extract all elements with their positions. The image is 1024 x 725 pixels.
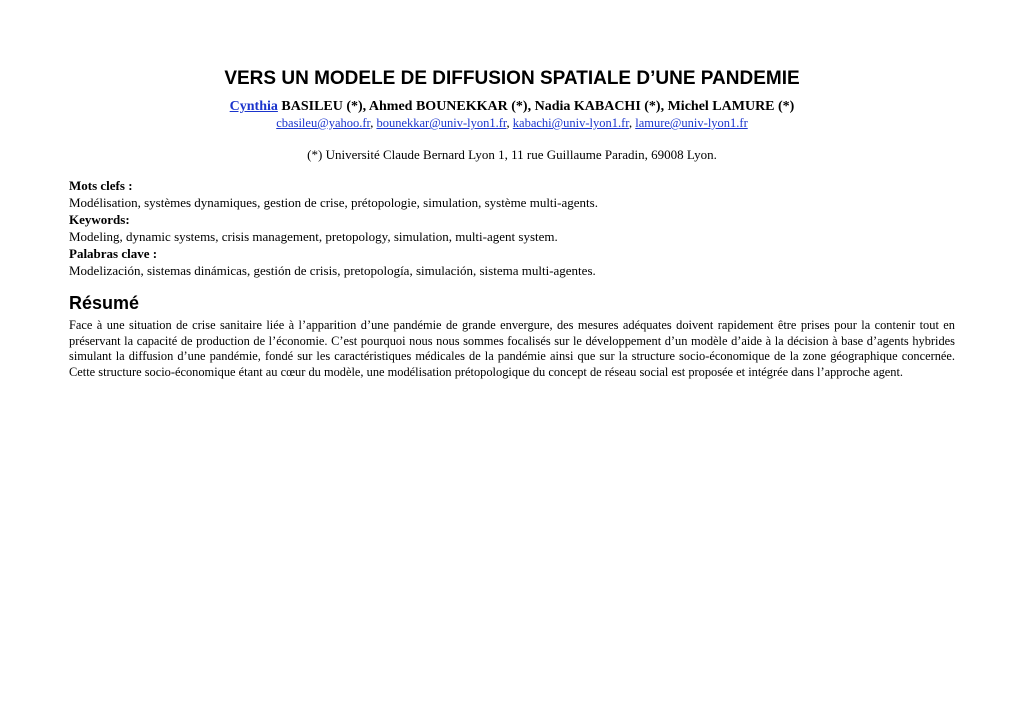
author-names: BASILEU (*), Ahmed BOUNEKKAR (*), Nadia KABACHI (*), Michel LAMURE (*)	[277, 99, 795, 114]
email-separator: ,	[506, 116, 513, 130]
abstract-paragraph: Face à une situation de crise sanitaire liée à l’apparition d’une pandémie de grande envergure, des mesures adéquates doivent rapidement être prises pour la contenir tout en préservant la capacité de production de l’économie. C’est pourquoi nous nous sommes focalisés sur le développement d’un modèle d’aide à la décision à base d’agents hybrides simulant la diffusion d’une pandémie, fondé sur les caractéristiques médicales de la pandémie ainsi que sur la structure socio-économique de la zone géographique concernée. Cette structure socio-économique étant au cœur du modèle, une modélisation prétopologique du concept de réseau social est proposée et intégrée dans l’approche agent.	[69, 318, 955, 379]
email-separator: ,	[370, 116, 377, 130]
email-line	[0, 115, 1024, 131]
email-link-bounekkar[interactable]: bounekkar@univ-lyon1.fr	[376, 116, 507, 130]
affiliation: (*) Université Claude Bernard Lyon 1, 11 rue Guillaume Paradin, 69008 Lyon.	[307, 147, 717, 162]
email-link-lamure[interactable]: lamure@univ-lyon1.fr	[635, 116, 748, 130]
author-link-cynthia[interactable]: Cynthia	[229, 99, 278, 114]
resume-heading: Résumé	[69, 293, 140, 313]
keywords-en-text: Modeling, dynamic systems, crisis management, pretopology, simulation, multi-agent system.	[69, 229, 558, 244]
author-line	[0, 98, 1024, 115]
keywords-es-heading: Palabras clave :	[69, 246, 158, 261]
email-separator: ,	[628, 116, 636, 130]
keywords-section	[69, 177, 955, 279]
email-link-basileu[interactable]: cbasileu@yahoo.fr	[276, 116, 371, 130]
email-link-kabachi[interactable]: kabachi@univ-lyon1.fr	[512, 116, 629, 130]
keywords-fr-heading: Mots clefs :	[69, 178, 133, 193]
keywords-en-heading: Keywords:	[69, 212, 130, 227]
paper-title: VERS UN MODELE DE DIFFUSION SPATIALE D’UNE PANDEMIE	[224, 68, 800, 89]
keywords-es-text: Modelización, sistemas dinámicas, gestión de crisis, pretopología, simulación, sistema multi-agentes.	[69, 263, 596, 278]
keywords-fr-text: Modélisation, systèmes dynamiques, gestion de crise, prétopologie, simulation, système multi-agents.	[69, 195, 598, 210]
